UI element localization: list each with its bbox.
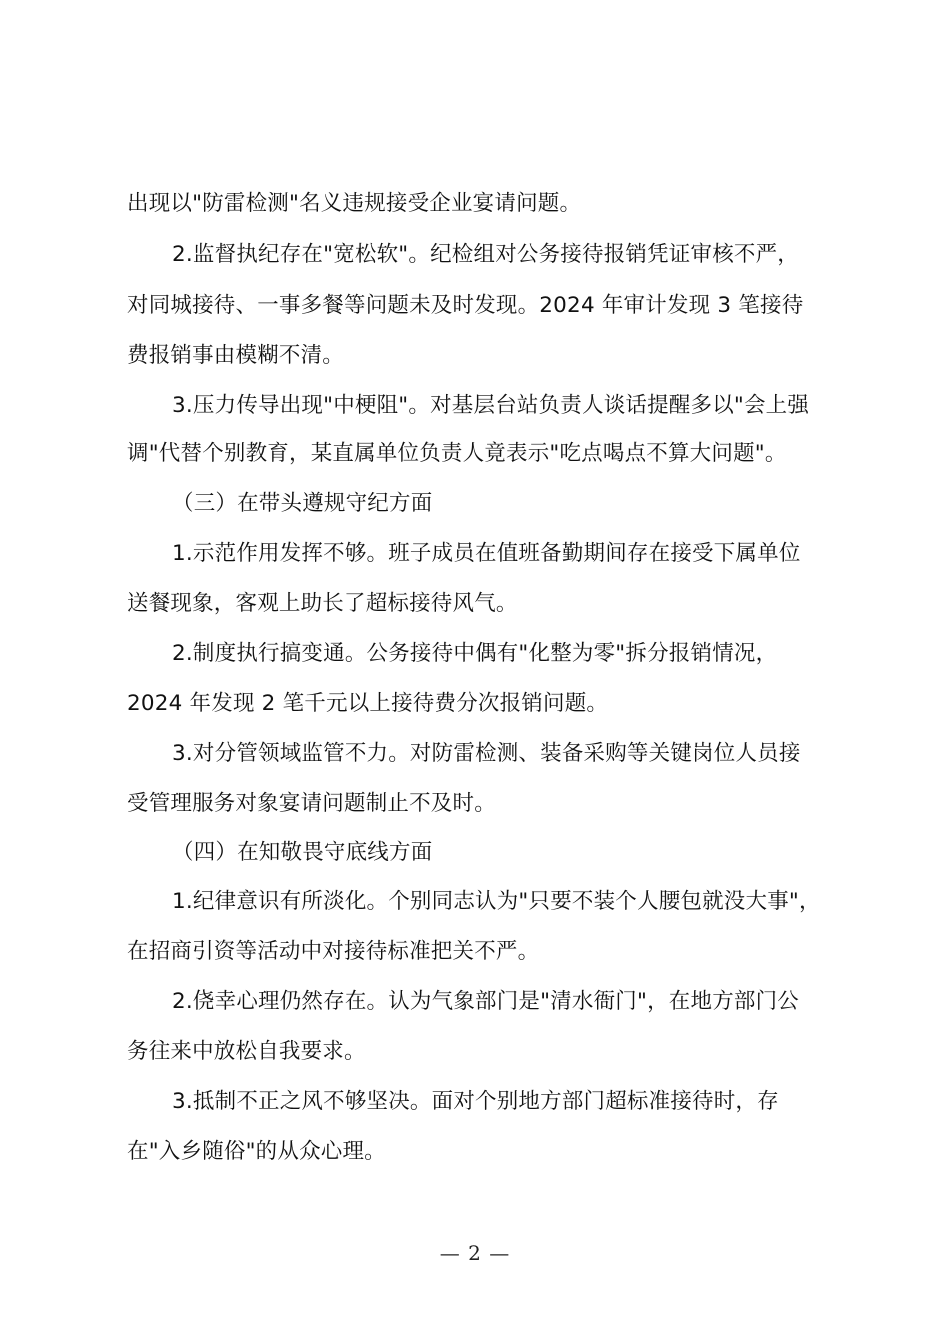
text-line: 受管理服务对象宴请问题制止不及时。: [127, 791, 496, 816]
text-line: 2024 年发现 2 笔千元以上接待费分次报销问题。: [127, 691, 609, 716]
text-line: 出现以"防雷检测"名义违规接受企业宴请问题。: [127, 191, 582, 216]
text-line: 费报销事由模糊不清。: [127, 343, 345, 368]
text-line: 2.监督执纪存在"宽松软"。纪检组对公务接待报销凭证审核不严，: [172, 242, 799, 267]
text-line: 1.示范作用发挥不够。班子成员在值班备勤期间存在接受下属单位: [172, 541, 801, 566]
page-number: — 2 —: [439, 1241, 511, 1265]
text-line: 3.对分管领域监管不力。对防雷检测、装备采购等关键岗位人员接: [172, 741, 801, 766]
text-line: 在招商引资等活动中对接待标准把关不严。: [127, 939, 540, 964]
text-line: 3.压力传导出现"中梗阻"。对基层台站负责人谈话提醒多以"会上强: [172, 393, 810, 418]
section-heading: （三）在带头遵规守纪方面: [172, 491, 433, 516]
text-line: 2.制度执行搞变通。公务接待中偶有"化整为零"拆分报销情况，: [172, 641, 778, 666]
text-line: 3.抵制不正之风不够坚决。面对个别地方部门超标准接待时，存: [172, 1089, 779, 1114]
text-line: 在"入乡随俗"的从众心理。: [127, 1139, 386, 1164]
text-line: 对同城接待、一事多餐等问题未及时发现。2024 年审计发现 3 笔接待: [127, 293, 804, 318]
section-heading: （四）在知敬畏守底线方面: [172, 840, 433, 865]
text-line: 送餐现象，客观上助长了超标接待风气。: [127, 591, 518, 616]
text-line: 务往来中放松自我要求。: [127, 1039, 366, 1064]
text-line: 2.侥幸心理仍然存在。认为气象部门是"清水衙门"，在地方部门公: [172, 989, 799, 1014]
text-line: 调"代替个别教育，某直属单位负责人竟表示"吃点喝点不算大问题"。: [127, 441, 787, 466]
text-line: 1.纪律意识有所淡化。个别同志认为"只要不装个人腰包就没大事"，: [172, 889, 821, 914]
